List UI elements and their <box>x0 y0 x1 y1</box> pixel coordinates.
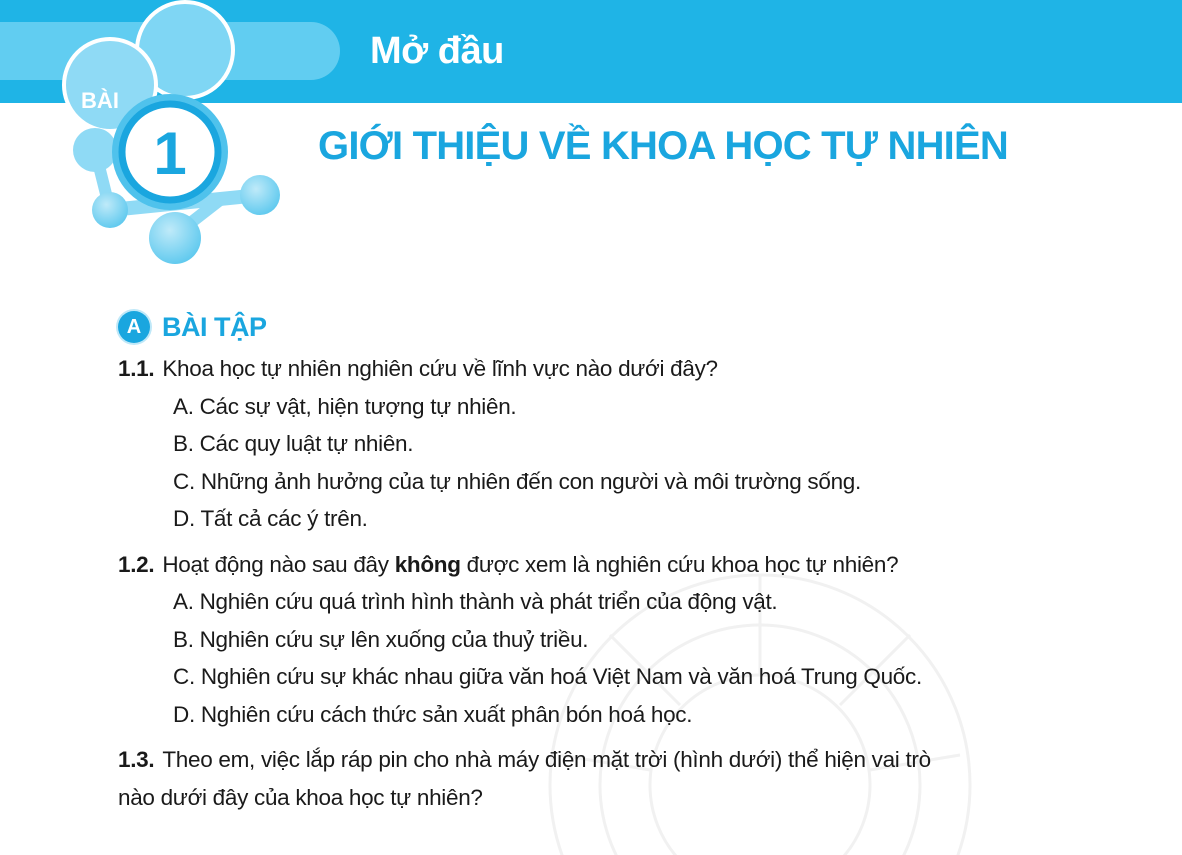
answer-option: B. Các quy luật tự nhiên. <box>173 431 414 456</box>
answer-option: B. Nghiên cứu sự lên xuống của thuỷ triều. <box>173 626 589 652</box>
exercise-list <box>118 350 1168 816</box>
question-number: 1.2. <box>118 551 155 577</box>
section-badge: A <box>118 311 150 343</box>
question-text-continued: nào dưới đây của khoa học tự nhiên? <box>118 784 483 810</box>
question-number: 1.1. <box>118 356 155 381</box>
question-text <box>162 546 898 584</box>
question-text-part: được xem là nghiên cứu khoa học tự nhiên? <box>460 551 899 577</box>
answer-option: A. Nghiên cứu quá trình hình thành và phát triển của động vật. <box>173 589 778 614</box>
section-label: BÀI TẬP <box>162 311 267 342</box>
question-text: Khoa học tự nhiên nghiên cứu về lĩnh vực nào dưới đây? <box>162 356 718 381</box>
answer-option: D. Tất cả các ý trên. <box>173 506 368 531</box>
question-1-3 <box>118 741 1168 816</box>
chapter-title: Mở đầu <box>370 30 504 72</box>
lesson-number: 1 <box>153 120 187 187</box>
question-text: Theo em, việc lắp ráp pin cho nhà máy điện mặt trời (hình dưới) thể hiện vai trò <box>162 747 931 772</box>
lesson-badge-logo <box>50 0 290 270</box>
lesson-prefix: BÀI <box>81 88 119 113</box>
question-text-part: Hoạt động nào sau đây <box>162 551 395 577</box>
question-number: 1.3. <box>118 747 155 772</box>
section-heading <box>118 308 267 346</box>
question-1-2 <box>118 546 1168 734</box>
answer-option: D. Nghiên cứu cách thức sản xuất phân bón hoá học. <box>173 701 693 727</box>
answer-option: C. Những ảnh hưởng của tự nhiên đến con người và môi trường sống. <box>173 468 861 494</box>
answer-option: A. Các sự vật, hiện tượng tự nhiên. <box>173 393 517 419</box>
question-1-1 <box>118 350 1168 538</box>
lesson-title: GIỚI THIỆU VỀ KHOA HỌC TỰ NHIÊN <box>318 124 1008 168</box>
answer-option: C. Nghiên cứu sự khác nhau giữa văn hoá Việt Nam và văn hoá Trung Quốc. <box>173 664 922 689</box>
question-emphasis: không <box>394 551 461 577</box>
